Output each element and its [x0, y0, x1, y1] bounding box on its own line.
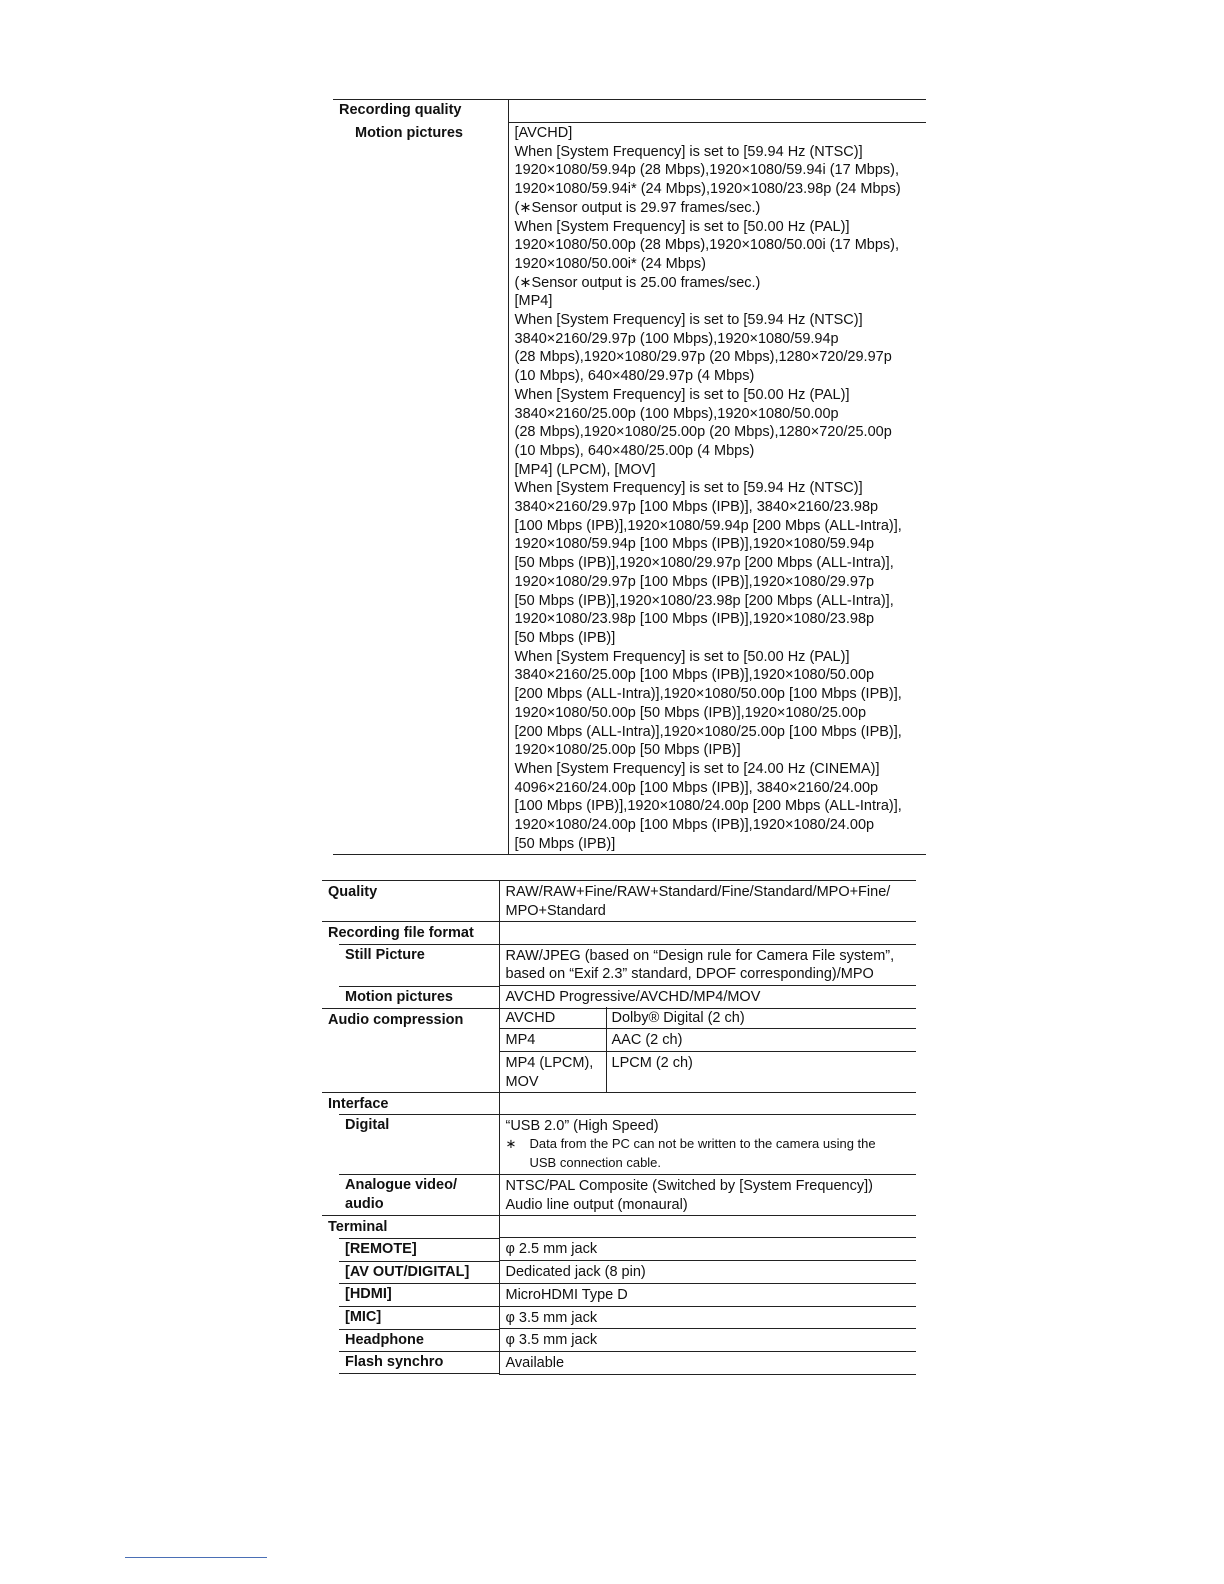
motion-spec-line: 1920×1080/50.00p (28 Mbps),1920×1080/50.00i (17 Mbps), [514, 237, 900, 254]
terminal-value [499, 1216, 916, 1238]
motion-spec-line: (∗Sensor output is 25.00 frames/sec.) [514, 274, 761, 291]
motion-spec-line: When [System Frequency] is set to [59.94 Hz (NTSC)] [514, 312, 863, 329]
interface-label: Interface [322, 1092, 499, 1114]
motion-spec-line: 3840×2160/25.00p (100 Mbps),1920×1080/50.00p [514, 405, 839, 422]
motion-spec-line: (28 Mbps),1920×1080/29.97p (20 Mbps),1280×720/29.97p [514, 349, 892, 366]
digital-value: “USB 2.0” (High Speed) ∗ Data from the PC can not be written to the camera using the USB connection cable. [499, 1114, 916, 1174]
headphone-terminal-label: Headphone [322, 1329, 499, 1352]
motion-spec-line: (10 Mbps), 640×480/25.00p (4 Mbps) [514, 442, 755, 459]
digital-note: ∗ Data from the PC can not be written to the camera using the USB connection cable. [505, 1136, 876, 1171]
table-row [322, 1329, 916, 1352]
motion-spec-line: 1920×1080/50.00p [50 Mbps (IPB)],1920×1080/25.00p [514, 704, 867, 721]
motion-spec-line: [200 Mbps (ALL-Intra)],1920×1080/50.00p [100 Mbps (IPB)], [514, 686, 902, 703]
motion-spec-line: When [System Frequency] is set to [24.00 Hz (CINEMA)] [514, 760, 880, 777]
audio-compression-label: Audio compression [322, 1008, 499, 1092]
interface-value [499, 1092, 916, 1114]
motion-spec-line: When [System Frequency] is set to [59.94 Hz (NTSC)] [514, 143, 863, 160]
quality-label: Quality [322, 881, 499, 922]
motion-spec-line: 1920×1080/25.00p [50 Mbps (IPB)] [514, 742, 741, 759]
av-out-terminal-label: [AV OUT/DIGITAL] [322, 1261, 499, 1284]
table-row [322, 922, 916, 944]
flash-synchro-value: Available [499, 1351, 916, 1374]
motion-spec-line: When [System Frequency] is set to [59.94 Hz (NTSC)] [514, 480, 863, 497]
audio-compression-subtable [500, 1007, 917, 1093]
terminal-label: Terminal [322, 1216, 499, 1238]
motion-spec-line: [MP4] [514, 293, 553, 310]
motion-spec-line: When [System Frequency] is set to [50.00 Hz (PAL)] [514, 218, 850, 235]
motion-pictures-label: Motion pictures [355, 124, 463, 141]
table-row [322, 1114, 916, 1174]
headphone-terminal-value: φ 3.5 mm jack [499, 1329, 916, 1352]
motion-spec-line: [50 Mbps (IPB)],1920×1080/29.97p [200 Mbps (ALL-Intra)], [514, 555, 894, 572]
recording-quality-label: Recording quality [339, 102, 462, 118]
motion-spec-line: (10 Mbps), 640×480/29.97p (4 Mbps) [514, 368, 755, 385]
motion-spec-line: [50 Mbps (IPB)] [514, 835, 616, 852]
table-row [333, 100, 926, 123]
motion-pictures-value [508, 123, 926, 855]
motion-pictures-format-value: AVCHD Progressive/AVCHD/MP4/MOV [499, 986, 916, 1009]
table-row [322, 1174, 916, 1215]
digital-label: Digital [322, 1114, 499, 1174]
motion-spec-line: 1920×1080/24.00p [100 Mbps (IPB)],1920×1080/24.00p [514, 817, 875, 834]
motion-spec-line: [50 Mbps (IPB)] [514, 629, 616, 646]
motion-spec-line: [50 Mbps (IPB)],1920×1080/23.98p [200 Mbps (ALL-Intra)], [514, 592, 894, 609]
table-row [322, 1238, 916, 1261]
table-row: AVCHD Dolby® Digital (2 ch) [500, 1007, 917, 1029]
motion-spec-line: 1920×1080/59.94i* (24 Mbps),1920×1080/23.98p (24 Mbps) [514, 181, 901, 198]
table-row [322, 881, 916, 922]
recording-file-format-value [499, 922, 916, 944]
table-row [322, 1008, 916, 1092]
recording-quality-table [333, 99, 926, 855]
motion-spec-line: (∗Sensor output is 29.97 frames/sec.) [514, 199, 761, 216]
specifications-table [322, 880, 916, 1375]
motion-spec-line: When [System Frequency] is set to [50.00 Hz (PAL)] [514, 648, 850, 665]
still-picture-value: RAW/JPEG (based on “Design rule for Camera File system”, based on “Exif 2.3” standard, DPOF corresponding)/MPO [499, 944, 916, 985]
motion-spec-line: [100 Mbps (IPB)],1920×1080/24.00p [200 Mbps (ALL-Intra)], [514, 798, 902, 815]
table-row [322, 944, 916, 985]
table-row [322, 1283, 916, 1306]
still-picture-label: Still Picture [322, 944, 499, 985]
audio-compression-value [499, 1008, 916, 1092]
motion-spec-line: 1920×1080/29.97p [100 Mbps (IPB)],1920×1080/29.97p [514, 573, 875, 590]
table-row [322, 986, 916, 1009]
motion-spec-line: [100 Mbps (IPB)],1920×1080/59.94p [200 Mbps (ALL-Intra)], [514, 517, 902, 534]
table-row [322, 1092, 916, 1114]
mic-terminal-value: φ 3.5 mm jack [499, 1306, 916, 1329]
asterisk-icon: ∗ [505, 1136, 517, 1152]
analogue-label: Analogue video/ audio [322, 1174, 499, 1215]
hdmi-terminal-label: [HDMI] [322, 1283, 499, 1306]
mic-terminal-label: [MIC] [322, 1306, 499, 1329]
table-row [333, 123, 926, 855]
hdmi-terminal-value: MicroHDMI Type D [499, 1283, 916, 1306]
flash-synchro-label: Flash synchro [322, 1351, 499, 1374]
table-row [322, 1216, 916, 1238]
footer-rule [125, 1557, 267, 1558]
motion-spec-line: 1920×1080/23.98p [100 Mbps (IPB)],1920×1080/23.98p [514, 611, 875, 628]
motion-spec-line: 3840×2160/25.00p [100 Mbps (IPB)],1920×1080/50.00p [514, 667, 875, 684]
recording-file-format-label: Recording file format [322, 922, 499, 944]
analogue-value: NTSC/PAL Composite (Switched by [System Frequency]) Audio line output (monaural) [499, 1174, 916, 1215]
av-out-terminal-value: Dedicated jack (8 pin) [499, 1261, 916, 1284]
quality-value: RAW/RAW+Fine/RAW+Standard/Fine/Standard/MPO+Fine/ MPO+Standard [499, 881, 916, 922]
motion-spec-line: 4096×2160/24.00p [100 Mbps (IPB)], 3840×2160/24.00p [514, 779, 879, 796]
motion-spec-line: [MP4] (LPCM), [MOV] [514, 461, 656, 478]
table-row: MP4 (LPCM), MOV LPCM (2 ch) [500, 1052, 917, 1093]
motion-spec-line: [AVCHD] [514, 125, 573, 141]
recording-quality-value [508, 100, 926, 123]
motion-spec-line: 1920×1080/59.94p [100 Mbps (IPB)],1920×1080/59.94p [514, 536, 875, 553]
table-row [322, 1261, 916, 1284]
motion-pictures-format-label: Motion pictures [322, 986, 499, 1009]
motion-spec-line: 1920×1080/59.94p (28 Mbps),1920×1080/59.94i (17 Mbps), [514, 162, 900, 179]
motion-spec-line: When [System Frequency] is set to [50.00 Hz (PAL)] [514, 386, 850, 403]
remote-terminal-value: φ 2.5 mm jack [499, 1238, 916, 1261]
motion-spec-line: 1920×1080/50.00i* (24 Mbps) [514, 255, 706, 272]
motion-spec-line: 3840×2160/29.97p [100 Mbps (IPB)], 3840×2160/23.98p [514, 499, 879, 516]
motion-spec-line: (28 Mbps),1920×1080/25.00p (20 Mbps),1280×720/25.00p [514, 424, 892, 441]
table-row [322, 1351, 916, 1374]
motion-spec-line: 3840×2160/29.97p (100 Mbps),1920×1080/59.94p [514, 330, 839, 347]
remote-terminal-label: [REMOTE] [322, 1238, 499, 1261]
table-row [322, 1306, 916, 1329]
table-row: MP4 AAC (2 ch) [500, 1029, 917, 1052]
motion-spec-line: [200 Mbps (ALL-Intra)],1920×1080/25.00p [100 Mbps (IPB)], [514, 723, 902, 740]
